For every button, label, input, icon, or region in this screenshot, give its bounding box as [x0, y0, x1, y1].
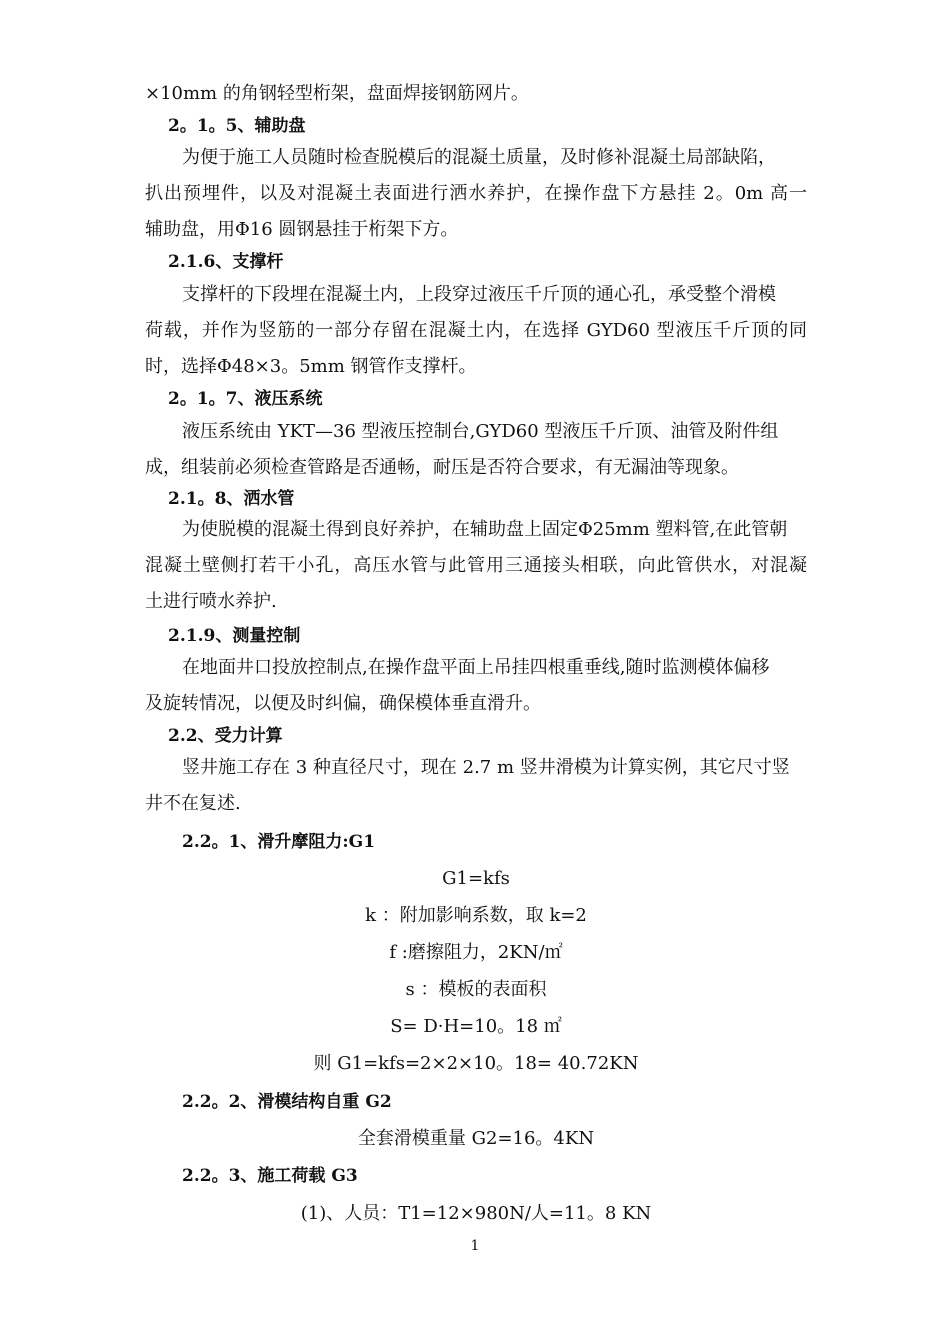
paragraph-line: 时，选择Φ48×3。5mm 钢管作支撑杆。 [145, 356, 477, 377]
paragraph-line: 井不在复述. [145, 793, 241, 814]
formula-line: k ：附加影响系数，取 k=2 [365, 905, 587, 926]
section-heading: 2.2。2、滑模结构自重 G2 [182, 1092, 392, 1112]
paragraph-line: 竖井施工存在 3 种直径尺寸，现在 2.7 m 竖井滑模为计算实例，其它尺寸竖 [182, 757, 790, 778]
paragraph-line: 在地面井口投放控制点,在操作盘平面上吊挂四根重垂线,随时监测模体偏移 [182, 657, 770, 678]
paragraph-line: 支撑杆的下段埋在混凝土内，上段穿过液压千斤顶的通心孔，承受整个滑模 [182, 284, 776, 305]
formula-line: G1=kfs [442, 868, 510, 889]
paragraph-line: 成，组装前必须检查管路是否通畅，耐压是否符合要求，有无漏油等现象。 [145, 457, 739, 478]
formula-line: S= D·H=10。18 ㎡ [390, 1016, 562, 1037]
section-heading: 2。1。7、液压系统 [168, 389, 323, 409]
section-heading: 2。1。5、辅助盘 [168, 116, 306, 136]
paragraph-line: 荷载，并作为竖筋的一部分存留在混凝土内，在选择 GYD60 型液压千斤顶的同 [145, 320, 807, 341]
section-heading: 2.2、受力计算 [168, 726, 283, 746]
formula-line: 全套滑模重量 G2=16。4KN [357, 1128, 595, 1149]
formula-line: 则 G1=kfs=2×2×10。18= 40.72KN [313, 1053, 639, 1074]
paragraph-line: 液压系统由 YKT—36 型液压控制台,GYD60 型液压千斤顶、油管及附件组 [182, 421, 779, 442]
section-heading: 2.1.9、测量控制 [168, 626, 301, 646]
section-heading: 2.1.6、支撑杆 [168, 252, 284, 272]
section-heading: 2.1。8、洒水管 [168, 489, 295, 509]
page-number: 1 [470, 1238, 480, 1254]
paragraph-line: 为使脱模的混凝土得到良好养护，在辅助盘上固定Φ25mm 塑料管,在此管朝 [182, 519, 788, 540]
section-heading: 2.2。1、滑升摩阻力:G1 [182, 832, 376, 852]
formula-line: s ：模板的表面积 [405, 979, 547, 1000]
paragraph-line: 扒出预埋件，以及对混凝土表面进行洒水养护，在操作盘下方悬挂 2。0m 高一 [145, 183, 807, 204]
paragraph-line: 为便于施工人员随时检查脱模后的混凝土质量，及时修补混凝土局部缺陷， [182, 147, 776, 168]
formula-line: (1)、人员：T1=12×980N/人=11。8 KN [300, 1203, 652, 1224]
paragraph-line: 及旋转情况，以便及时纠偏，确保模体垂直滑升。 [145, 693, 541, 714]
paragraph-line: 混凝土壁侧打若干小孔，高压水管与此管用三通接头相联，向此管供水，对混凝 [145, 555, 807, 576]
formula-line: f :磨擦阻力，2KN/㎡ [389, 942, 563, 963]
paragraph-line: 土进行喷水养护. [145, 591, 277, 612]
paragraph-line: ×10mm 的角钢轻型桁架，盘面焊接钢筋网片。 [145, 83, 529, 104]
section-heading: 2.2。3、施工荷载 G3 [182, 1166, 358, 1186]
paragraph-line: 辅助盘，用Φ16 圆钢悬挂于桁架下方。 [145, 219, 459, 240]
